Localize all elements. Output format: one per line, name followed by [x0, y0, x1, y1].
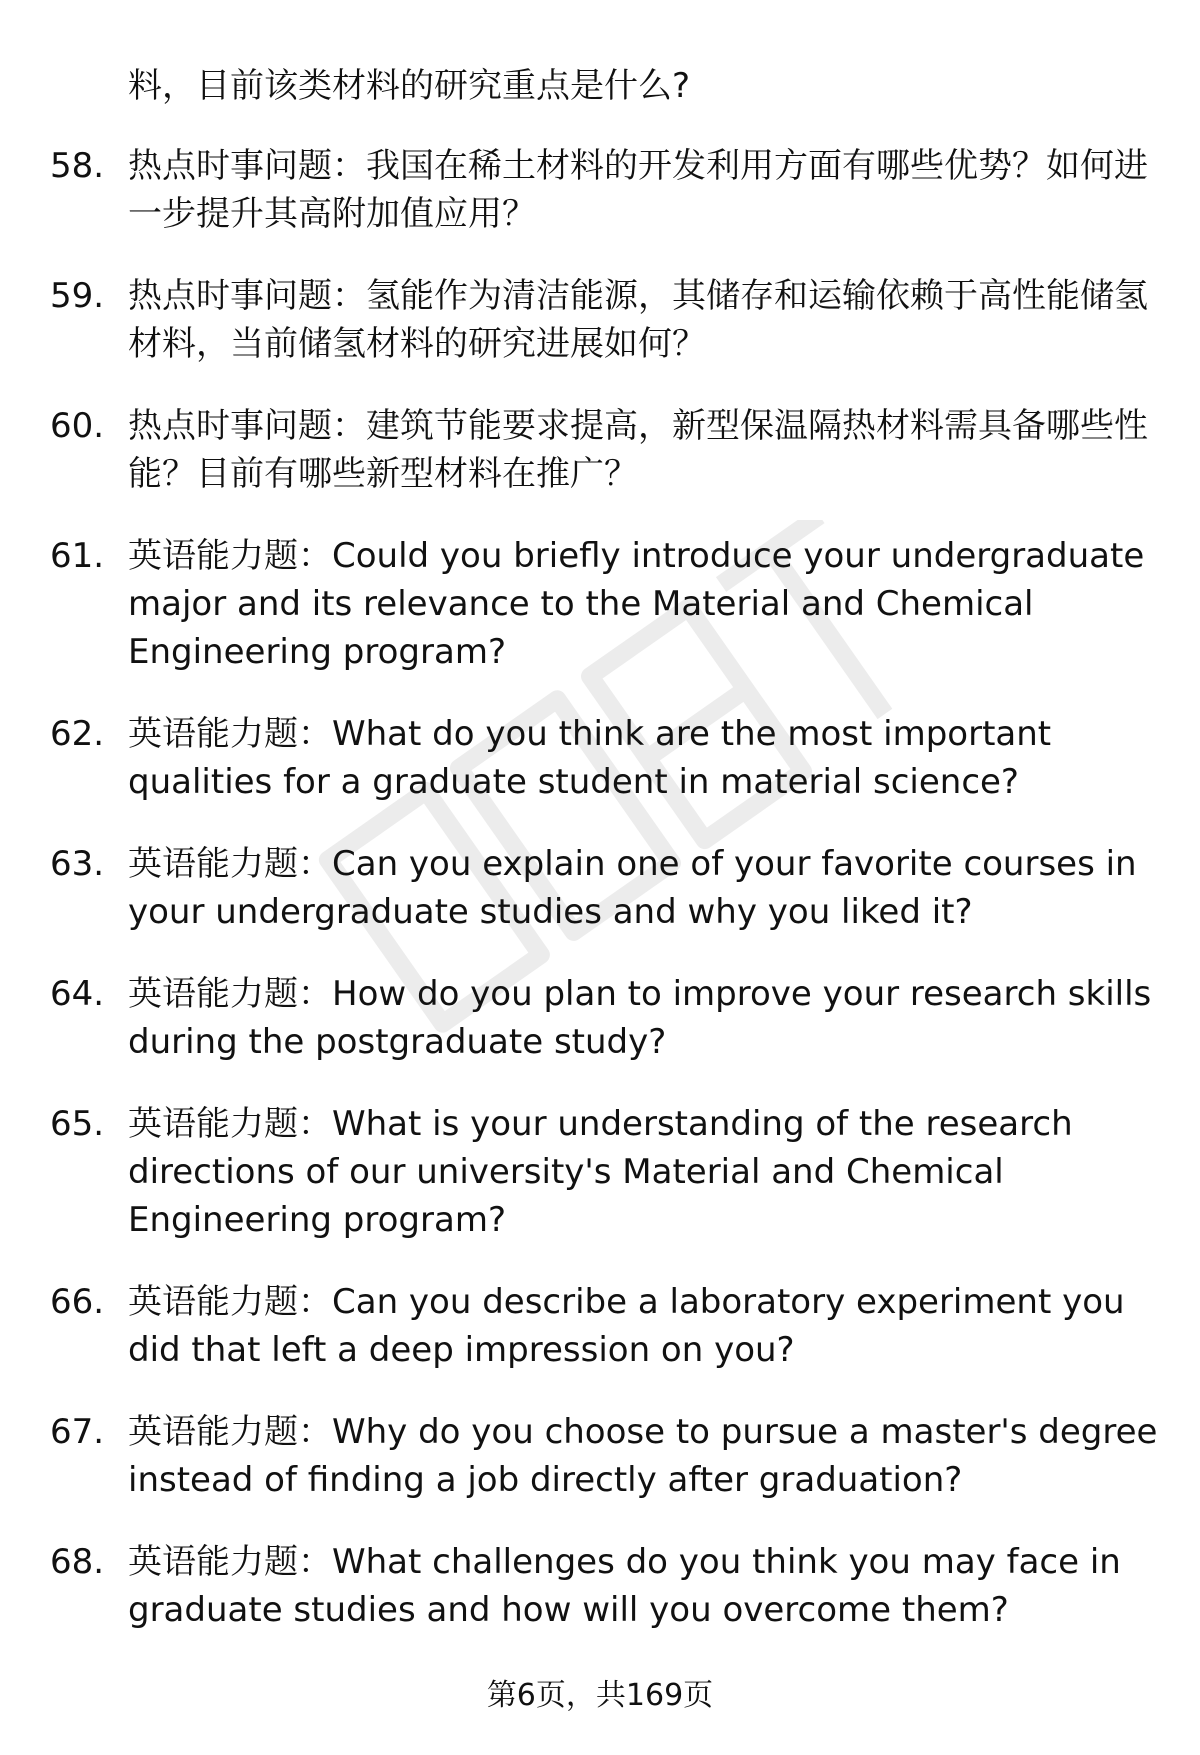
question-number: 66. [50, 1282, 105, 1322]
question-number: 63. [50, 844, 105, 884]
question-text: 热点时事问题：建筑节能要求提高，新型保温隔热材料需具备哪些性能？目前有哪些新型材料在推广？ [128, 406, 1148, 494]
question-text: 英语能力题：Can you explain one of your favorite courses in your undergraduate studies and why you liked it? [128, 844, 1137, 932]
question-text: 英语能力题：What do you think are the most important qualities for a graduate student in material science? [128, 714, 1052, 802]
question-item [50, 840, 1160, 936]
question-number: 64. [50, 974, 105, 1014]
question-text: 英语能力题：Can you describe a laboratory experiment you did that left a deep impression on you? [128, 1282, 1125, 1370]
question-number: 62. [50, 714, 105, 754]
question-text: 英语能力题：What is your understanding of the research directions of our university's Material and Chemical Engineering program? [128, 1104, 1073, 1240]
question-number: 61. [50, 536, 105, 576]
question-item [50, 970, 1160, 1066]
question-text: 英语能力题：What challenges do you think you may face in graduate studies and how will you overcome them? [128, 1542, 1121, 1630]
question-item [50, 402, 1160, 498]
question-text: 热点时事问题：氢能作为清洁能源，其储存和运输依赖于高性能储氢材料，当前储氢材料的研究进展如何？ [128, 276, 1148, 364]
question-number: 67. [50, 1412, 105, 1452]
continuation-text: 料，目前该类材料的研究重点是什么? [128, 66, 691, 106]
question-text: 英语能力题：How do you plan to improve your research skills during the postgraduate study? [128, 974, 1152, 1062]
page-footer: 第6页，共169页 [486, 1678, 714, 1713]
question-number: 58. [50, 146, 105, 186]
question-item [50, 272, 1160, 368]
question-item [50, 532, 1160, 676]
question-text: 英语能力题：Could you briefly introduce your undergraduate major and its relevance to the Material and Chemical Engineering program? [128, 536, 1145, 672]
question-number: 60. [50, 406, 105, 446]
question-number: 59. [50, 276, 105, 316]
question-item [50, 1100, 1160, 1244]
question-item [50, 1538, 1160, 1634]
question-item [50, 710, 1160, 806]
question-text: 英语能力题：Why do you choose to pursue a master's degree instead of finding a job directly after graduation? [128, 1412, 1158, 1500]
question-number: 65. [50, 1104, 105, 1144]
question-text: 热点时事问题：我国在稀土材料的开发利用方面有哪些优势？如何进一步提升其高附加值应用？ [128, 146, 1148, 234]
question-item [50, 1408, 1160, 1504]
question-item [50, 1278, 1160, 1374]
question-list [50, 142, 1160, 1668]
question-item [50, 142, 1160, 238]
question-number: 68. [50, 1542, 105, 1582]
